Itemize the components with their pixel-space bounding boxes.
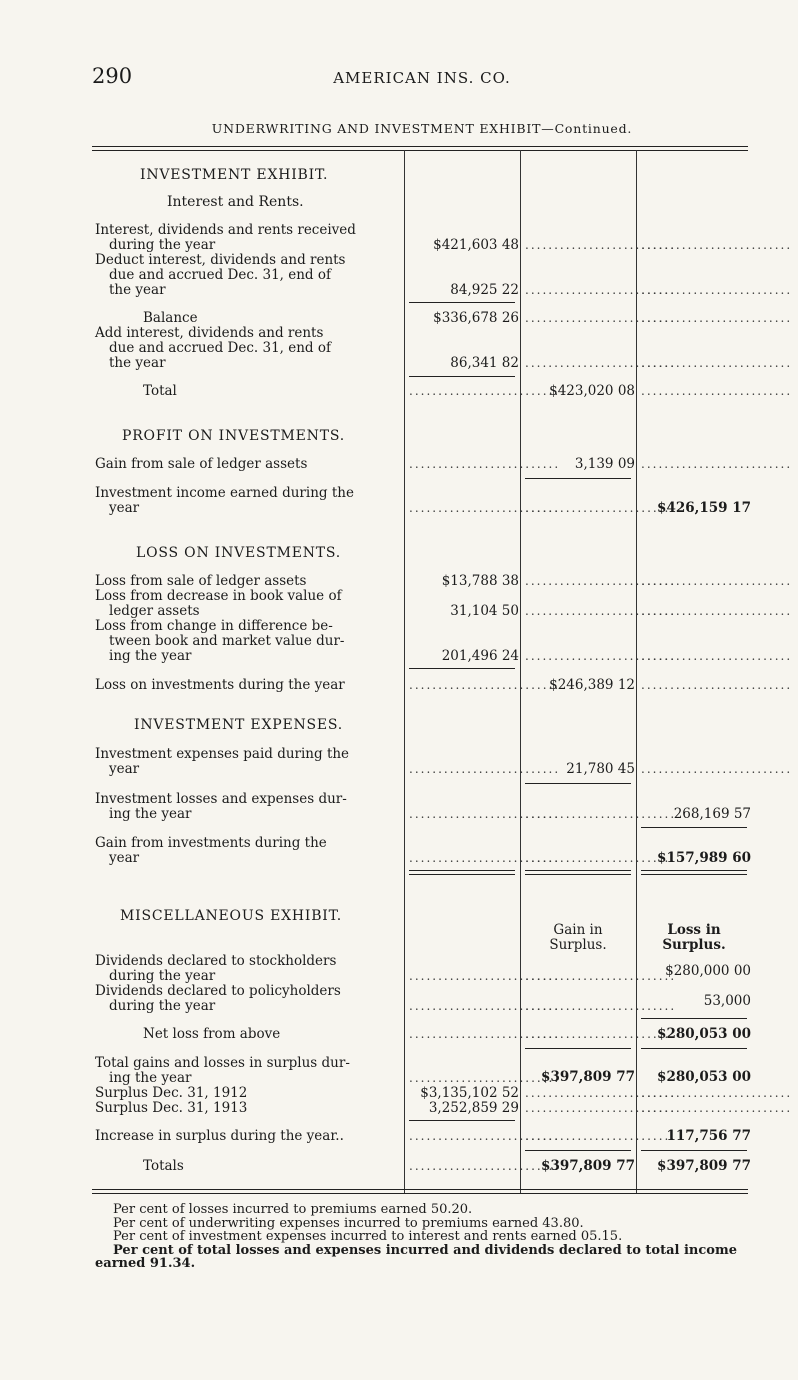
column-divider: [404, 150, 405, 1194]
section-subtitle-interest-rents: Interest and Rents.: [167, 194, 304, 210]
footnote: Per cent of total losses and expenses incurred and dividends declared to total income earned 91.34.: [95, 1242, 737, 1271]
section-title-loss: LOSS ON INVESTMENTS.: [136, 545, 342, 561]
footnote: Per cent of investment expenses incurred to interest and rents earned 05.15.: [113, 1229, 623, 1244]
section-title-expenses: INVESTMENT EXPENSES.: [134, 717, 344, 733]
value-cell: 268,169 57: [673, 806, 751, 822]
running-title: AMERICAN INS. CO.: [333, 69, 511, 87]
column-header-gain: Gain in Surplus.: [549, 922, 607, 953]
section-title-miscellaneous: MISCELLANEOUS EXHIBIT.: [120, 908, 342, 924]
bottom-rule-2: [92, 1193, 748, 1194]
value-cell: $280,053 00: [657, 1026, 751, 1042]
value-cell: $157,989 60: [657, 850, 751, 866]
value-cell: 3,252,859 29: [428, 1100, 519, 1116]
value-cell: 201,496 24: [441, 648, 519, 664]
page-number: 290: [92, 64, 133, 88]
value-cell: 53,000: [703, 993, 751, 1009]
value-cell: 84,925 22: [450, 282, 519, 298]
bottom-rule: [92, 1189, 748, 1190]
value-cell: $280,000 00: [665, 963, 751, 979]
value-cell: $246,389 12: [549, 677, 635, 693]
value-cell: $397,809 77: [541, 1069, 635, 1085]
table-subtitle: UNDERWRITING AND INVESTMENT EXHIBIT—Continued.: [211, 121, 633, 136]
value-cell: $397,809 77: [541, 1158, 635, 1174]
value-cell: $426,159 17: [657, 500, 751, 516]
footnote: Per cent of losses incurred to premiums earned 50.20.: [113, 1202, 473, 1217]
footnote: Per cent of underwriting expenses incurred to premiums earned 43.80.: [113, 1215, 584, 1231]
footnotes: [95, 1203, 751, 1271]
value-cell: 117,756 77: [666, 1128, 751, 1144]
top-rule-2: [92, 150, 748, 151]
value-cell: $336,678 26: [433, 310, 519, 326]
value-cell: $13,788 38: [441, 573, 519, 589]
section-title-profit: PROFIT ON INVESTMENTS.: [122, 428, 345, 444]
value-cell: $423,020 08: [549, 383, 635, 399]
top-rule: [92, 146, 748, 147]
value-cell: 3,139 09: [574, 456, 635, 472]
value-cell: 31,104 50: [450, 603, 519, 619]
value-cell: 86,341 82: [450, 355, 519, 371]
value-cell: $397,809 77: [657, 1158, 751, 1174]
column-header-loss: Loss in Surplus.: [662, 922, 726, 953]
value-cell: $3,135,102 52: [420, 1085, 519, 1101]
value-cell: $421,603 48: [433, 237, 519, 253]
value-cell: 21,780 45: [566, 761, 635, 777]
value-cell: $280,053 00: [657, 1069, 751, 1085]
section-title-investment-exhibit: INVESTMENT EXHIBIT.: [140, 167, 329, 183]
